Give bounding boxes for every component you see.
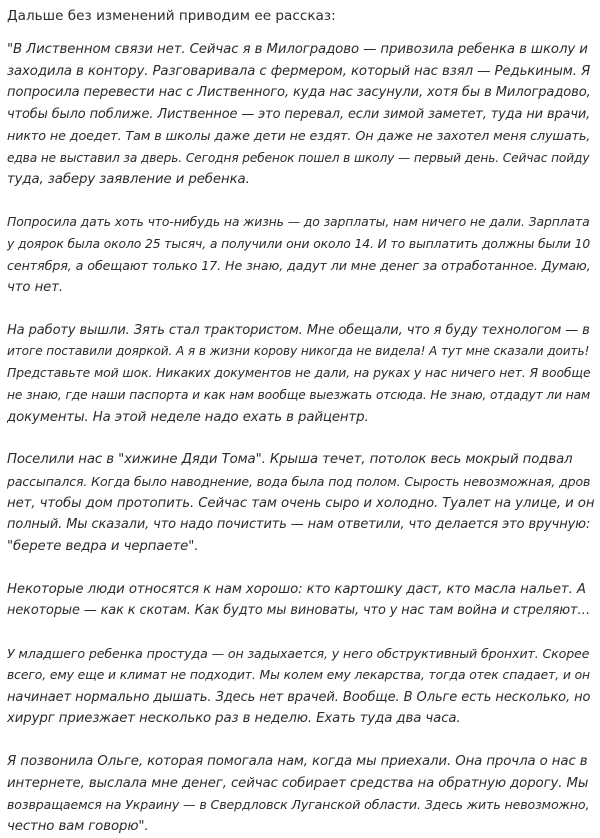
- paragraph-line: некоторые — как к скотам. Как будто мы виноваты, что у нас там война и стреляют…: [7, 603, 591, 619]
- paragraph-line: сентября, а обещают только 17. Не знаю, дадут ли мне денег за отработанное. Думаю,: [7, 258, 591, 274]
- paragraph-line: никто не доедет. Там в школы даже дети не ездят. Он даже не захотел меня слушать,: [7, 128, 591, 144]
- paragraph-line: что нет.: [7, 280, 64, 296]
- paragraph-line: интернете, выслала мне денег, сейчас собирает средства на обратную дорогу. Мы: [7, 775, 589, 791]
- paragraph-line: у доярок была около 25 тысяч, а получили они около 14. И то выплатить должны были 10: [7, 236, 591, 251]
- paragraph-line: хирург приезжает несколько раз в неделю. Ехать туда два часа.: [7, 711, 461, 727]
- story-paragraph-6: [7, 643, 594, 730]
- intro-text: Дальше без изменений приводим ее рассказ:: [7, 8, 336, 24]
- paragraph-line: туда, заберу заявление и ребенка.: [7, 172, 250, 188]
- story-paragraph-4: [7, 449, 594, 558]
- paragraph-line: не знаю, где наши паспорта и как нам вообще выезжать отсюда. Не знаю, отдадут ли нам: [7, 387, 591, 402]
- paragraph-line: У младшего ребенка простуда — он задыхается, у него обструктивный бронхит. Скорее: [7, 646, 590, 662]
- paragraph-line: рассыпался. Когда было наводнение, вода была под полом. Сырость невозможная, дров: [7, 473, 591, 489]
- paragraph-line: Представьте мой шок. Никаких документов не дали, на руках у нас ничего нет. Я вообще: [7, 366, 591, 381]
- paragraph-line: На работу вышли. Зять стал трактористом. Мне обещали, что я буду технологом — в: [7, 322, 590, 338]
- paragraph-line: начинает нормально дышать. Здесь нет врачей. Вообще. В Ольге есть несколько, но: [7, 689, 591, 705]
- paragraph-line: нет, чтобы дом протопить. Сейчас там очень сыро и холодно. Туалет на улице, и он: [7, 495, 595, 511]
- paragraph-line: попросила перевести нас с Лиственного, куда нас засунули, хотя бы в Милоградово,: [7, 85, 591, 101]
- paragraph-line: чтобы было поближе. Лиственное — это перевал, если зимой заметет, туда ни врачи,: [7, 107, 591, 123]
- story-paragraph-1: [7, 39, 594, 191]
- paragraph-line: "В Лиственном связи нет. Сейчас я в Милоградово — привозила ребенка в школу и: [7, 42, 588, 57]
- paragraph-line: честно вам говорю".: [7, 819, 149, 835]
- paragraph-line: Поселили нас в "хижине Дяди Тома". Крыша течет, потолок весь мокрый подвал: [7, 452, 573, 468]
- paragraph-line: Я позвонила Ольге, которая помогала нам, когда мы приехали. Она прочла о нас в: [7, 753, 588, 769]
- paragraph-line: едва не выставил за дверь. Сегодня ребенок пошел в школу — первый день. Сейчас пойду: [7, 150, 590, 165]
- paragraph-line: итоге поставили дояркой. А я в жизни корову никогда не видела! А тут мне сказали доить!: [7, 344, 590, 359]
- paragraph-line: "берете ведра и черпаете".: [7, 539, 199, 555]
- story-paragraph-3: [7, 320, 594, 429]
- paragraph-line: возвращаемся на Украину — в Свердловск Луганской области. Здесь жить невозможно,: [7, 797, 590, 813]
- paragraph-line: заходила в контору. Разговаривала с фермером, который нас взял — Редькиным. Я: [7, 63, 591, 79]
- paragraph-line: Попросила дать хоть что-нибудь на жизнь — до зарплаты, нам ничего не дали. Зарплата: [7, 214, 590, 229]
- story-paragraph-2: [7, 212, 594, 299]
- paragraph-line: полный. Мы сказали, что надо почистить — нам ответили, что делается это вручную:: [7, 517, 591, 533]
- paragraph-line: Некоторые люди относятся к нам хорошо: кто картошку даст, кто масла нальет. А: [7, 581, 586, 597]
- story-paragraph-5: [7, 579, 594, 622]
- story-paragraph-7: [7, 751, 594, 838]
- paragraph-line: всего, ему еще и климат не подходит. Мы колем ему лекарства, тогда отек спадает, и он: [7, 667, 591, 682]
- paragraph-line: документы. На этой неделе надо ехать в райцентр.: [7, 409, 369, 425]
